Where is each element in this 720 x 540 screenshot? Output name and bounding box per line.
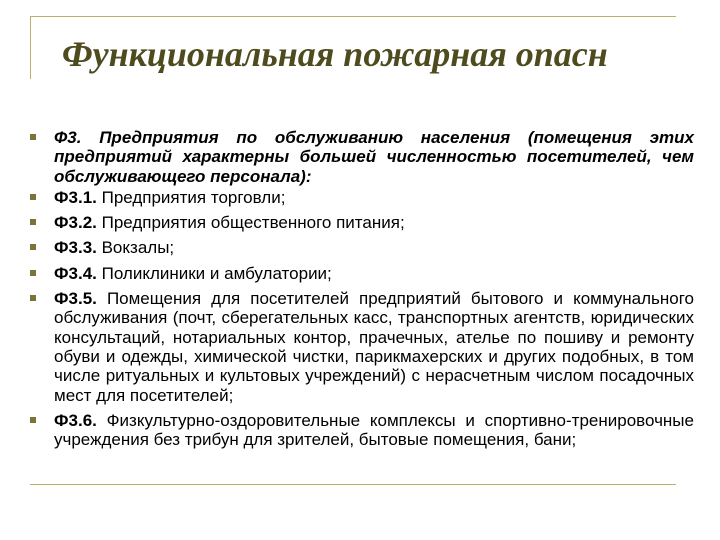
bullet-square-icon (30, 219, 36, 225)
item-code: Ф3.6. (54, 410, 97, 430)
item-code: Ф3.3. (54, 238, 97, 258)
item-text: Предприятия общественного питания; (96, 213, 405, 233)
item-code: Ф3.5. (54, 289, 97, 309)
item-code: Ф3.2. (54, 213, 97, 233)
frame-bottom-rule (30, 484, 676, 485)
item-code: Ф3.4. (54, 263, 97, 283)
bullet-square-icon (30, 134, 36, 140)
slide-title: Функциональная пожарная опасн (62, 34, 608, 74)
item-text: Поликлиники и амбулатории; (96, 263, 332, 283)
item-text: Вокзалы; (96, 238, 175, 258)
list-item-f3-6 (30, 411, 694, 450)
list-item-f3-3 (30, 238, 694, 257)
frame-top-rule (30, 16, 676, 17)
item-text: Физкультурно-оздоровительные комплексы и спортивно-тренировочные учреждения без трибун для зрителей, бытовые помещения, бани; (54, 410, 694, 450)
list-item-f3-5 (30, 289, 694, 405)
item-text: Предприятия торговли; (96, 187, 286, 207)
list-item-f3 (30, 128, 694, 186)
item-code: Ф3. Предприятия по обслуживанию населения (помещения этих предприятий характерны большей численностью посетителей, чем обслуживающего персонала): (54, 128, 694, 186)
bullet-square-icon (30, 295, 36, 301)
frame-left-rule (30, 16, 31, 79)
item-code: Ф3.1. (54, 187, 97, 207)
bullet-square-icon (30, 194, 36, 200)
bullet-square-icon (30, 244, 36, 250)
bullet-list (30, 128, 694, 449)
list-item-f3-2 (30, 213, 694, 232)
list-item-f3-4 (30, 264, 694, 283)
list-item-f3-1 (30, 188, 694, 207)
bullet-square-icon (30, 270, 36, 276)
bullet-square-icon (30, 417, 36, 423)
item-text: Помещения для посетителей предприятий бытового и коммунального обслуживания (почт, сберегательных касс, транспортных агентств, юридических консультаций, нотариальных контор, прачечных, ателье по пошиву и ремонту обуви и одежды, химической чистки, парикмахерских и других подобных, в том числе ритуальных и культовых учреждений) с нерасчетным числом посадочных мест для посетителей; (54, 289, 694, 405)
